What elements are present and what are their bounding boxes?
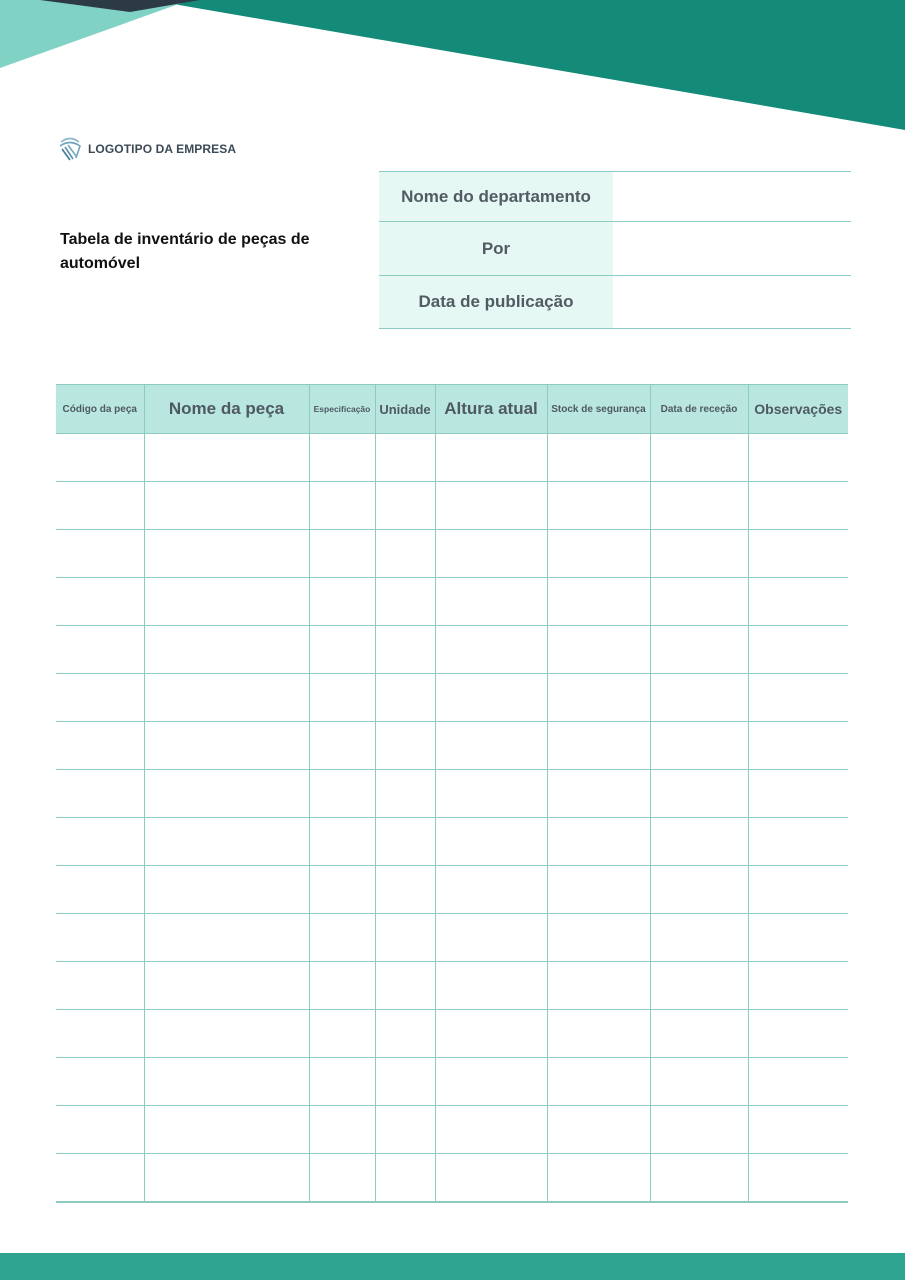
table-cell[interactable] — [650, 914, 748, 962]
table-cell[interactable] — [56, 866, 144, 914]
table-cell[interactable] — [309, 674, 375, 722]
table-cell[interactable] — [650, 626, 748, 674]
table-cell[interactable] — [56, 722, 144, 770]
table-cell[interactable] — [748, 530, 848, 578]
table-cell[interactable] — [650, 722, 748, 770]
table-cell[interactable] — [144, 962, 309, 1010]
table-row — [56, 578, 848, 626]
table-cell[interactable] — [56, 962, 144, 1010]
inventory-table — [56, 384, 848, 1203]
table-cell[interactable] — [144, 770, 309, 818]
table-cell[interactable] — [748, 626, 848, 674]
table-cell[interactable] — [547, 1058, 650, 1106]
table-cell[interactable] — [748, 962, 848, 1010]
table-cell[interactable] — [547, 914, 650, 962]
table-row — [56, 1058, 848, 1106]
table-cell[interactable] — [748, 578, 848, 626]
table-cell[interactable] — [650, 962, 748, 1010]
table-row — [56, 626, 848, 674]
table-cell[interactable] — [375, 722, 435, 770]
table-row — [56, 1154, 848, 1203]
table-cell[interactable] — [748, 818, 848, 866]
table-cell[interactable] — [650, 1106, 748, 1154]
table-cell[interactable] — [650, 818, 748, 866]
table-cell[interactable] — [56, 482, 144, 530]
table-cell[interactable] — [547, 530, 650, 578]
table-cell[interactable] — [435, 674, 547, 722]
table-cell[interactable] — [547, 722, 650, 770]
table-cell[interactable] — [375, 482, 435, 530]
col-header-part-code: Código da peça — [56, 385, 144, 434]
table-cell[interactable] — [144, 1106, 309, 1154]
table-cell[interactable] — [309, 1106, 375, 1154]
table-cell[interactable] — [435, 434, 547, 482]
table-row — [56, 770, 848, 818]
table-cell[interactable] — [547, 626, 650, 674]
table-row — [56, 722, 848, 770]
table-cell[interactable] — [435, 770, 547, 818]
table-cell[interactable] — [56, 818, 144, 866]
table-row — [56, 434, 848, 482]
table-cell[interactable] — [144, 626, 309, 674]
table-cell[interactable] — [650, 482, 748, 530]
table-cell[interactable] — [435, 818, 547, 866]
table-cell[interactable] — [309, 1058, 375, 1106]
document-info-table — [379, 171, 851, 329]
info-row-publication-date — [379, 276, 851, 329]
table-cell[interactable] — [650, 578, 748, 626]
table-cell[interactable] — [547, 1154, 650, 1203]
table-cell[interactable] — [547, 962, 650, 1010]
table-cell[interactable] — [650, 674, 748, 722]
table-cell[interactable] — [375, 434, 435, 482]
table-cell[interactable] — [650, 1058, 748, 1106]
table-cell[interactable] — [56, 578, 144, 626]
table-cell[interactable] — [375, 530, 435, 578]
table-cell[interactable] — [748, 914, 848, 962]
table-cell[interactable] — [435, 1010, 547, 1058]
table-cell[interactable] — [435, 626, 547, 674]
department-label: Nome do departamento — [379, 172, 613, 222]
table-cell[interactable] — [375, 1010, 435, 1058]
table-cell[interactable] — [748, 674, 848, 722]
table-cell[interactable] — [547, 578, 650, 626]
table-cell[interactable] — [144, 866, 309, 914]
col-header-part-name: Nome da peça — [144, 385, 309, 434]
table-cell[interactable] — [56, 626, 144, 674]
table-cell[interactable] — [650, 434, 748, 482]
table-cell[interactable] — [375, 578, 435, 626]
table-cell[interactable] — [748, 1058, 848, 1106]
table-cell[interactable] — [56, 434, 144, 482]
table-cell[interactable] — [435, 1058, 547, 1106]
table-cell[interactable] — [650, 1154, 748, 1203]
table-cell[interactable] — [748, 482, 848, 530]
table-cell[interactable] — [56, 674, 144, 722]
table-cell[interactable] — [435, 482, 547, 530]
header-decoration — [0, 0, 905, 140]
table-cell[interactable] — [144, 818, 309, 866]
table-cell[interactable] — [375, 1106, 435, 1154]
table-cell[interactable] — [309, 482, 375, 530]
info-row-by — [379, 222, 851, 276]
table-cell[interactable] — [144, 578, 309, 626]
table-cell[interactable] — [547, 818, 650, 866]
logo-icon — [58, 136, 82, 162]
table-cell[interactable] — [309, 530, 375, 578]
table-cell[interactable] — [144, 1010, 309, 1058]
table-cell[interactable] — [547, 866, 650, 914]
table-cell[interactable] — [650, 866, 748, 914]
table-cell[interactable] — [435, 578, 547, 626]
publication-date-label: Data de publicação — [379, 276, 613, 329]
table-cell[interactable] — [748, 434, 848, 482]
footer-bar — [0, 1253, 905, 1280]
publication-date-field[interactable] — [613, 276, 851, 329]
table-cell[interactable] — [375, 914, 435, 962]
table-cell[interactable] — [748, 1010, 848, 1058]
table-cell[interactable] — [144, 434, 309, 482]
table-row — [56, 482, 848, 530]
table-cell[interactable] — [56, 530, 144, 578]
col-header-specification: Especificação — [309, 385, 375, 434]
department-field[interactable] — [613, 172, 851, 222]
table-cell[interactable] — [547, 482, 650, 530]
table-cell[interactable] — [375, 962, 435, 1010]
table-cell[interactable] — [748, 1154, 848, 1203]
table-row — [56, 530, 848, 578]
table-cell[interactable] — [650, 1010, 748, 1058]
table-row — [56, 866, 848, 914]
table-cell[interactable] — [547, 1106, 650, 1154]
table-cell[interactable] — [375, 626, 435, 674]
table-cell[interactable] — [309, 578, 375, 626]
table-cell[interactable] — [309, 1154, 375, 1203]
table-cell[interactable] — [144, 482, 309, 530]
table-cell[interactable] — [375, 674, 435, 722]
table-cell[interactable] — [435, 1106, 547, 1154]
table-cell[interactable] — [309, 770, 375, 818]
table-cell[interactable] — [748, 722, 848, 770]
table-row — [56, 1010, 848, 1058]
col-header-unit: Unidade — [375, 385, 435, 434]
table-cell[interactable] — [309, 962, 375, 1010]
table-cell[interactable] — [56, 914, 144, 962]
table-cell[interactable] — [309, 722, 375, 770]
col-header-notes: Observações — [748, 385, 848, 434]
table-cell[interactable] — [144, 1154, 309, 1203]
table-cell[interactable] — [309, 434, 375, 482]
table-cell[interactable] — [547, 674, 650, 722]
table-cell[interactable] — [547, 434, 650, 482]
table-cell[interactable] — [309, 818, 375, 866]
table-cell[interactable] — [435, 1154, 547, 1203]
table-cell[interactable] — [144, 530, 309, 578]
table-cell[interactable] — [748, 770, 848, 818]
table-cell[interactable] — [309, 914, 375, 962]
table-cell[interactable] — [748, 866, 848, 914]
company-logo — [58, 136, 236, 162]
table-cell[interactable] — [435, 530, 547, 578]
inventory-body — [56, 434, 848, 1203]
col-header-safety-stock: Stock de segurança — [547, 385, 650, 434]
table-row — [56, 818, 848, 866]
table-row — [56, 914, 848, 962]
inventory-header-row — [56, 385, 848, 434]
table-cell[interactable] — [56, 1010, 144, 1058]
table-cell[interactable] — [144, 1058, 309, 1106]
by-label: Por — [379, 222, 613, 276]
table-cell[interactable] — [375, 866, 435, 914]
table-cell[interactable] — [144, 914, 309, 962]
table-cell[interactable] — [309, 626, 375, 674]
table-cell[interactable] — [309, 866, 375, 914]
table-cell[interactable] — [435, 962, 547, 1010]
table-cell[interactable] — [435, 722, 547, 770]
col-header-current-height: Altura atual — [435, 385, 547, 434]
document-title: Tabela de inventário de peças de automóvel — [60, 231, 310, 272]
table-cell[interactable] — [56, 770, 144, 818]
table-cell[interactable] — [375, 1154, 435, 1203]
table-row — [56, 1106, 848, 1154]
table-cell[interactable] — [144, 674, 309, 722]
table-cell[interactable] — [435, 866, 547, 914]
by-field[interactable] — [613, 222, 851, 276]
table-cell[interactable] — [144, 722, 309, 770]
table-cell[interactable] — [309, 1010, 375, 1058]
table-cell[interactable] — [56, 1154, 144, 1203]
table-cell[interactable] — [435, 914, 547, 962]
col-header-receipt-date: Data de receção — [650, 385, 748, 434]
table-cell[interactable] — [56, 1106, 144, 1154]
table-row — [56, 962, 848, 1010]
table-cell[interactable] — [547, 1010, 650, 1058]
table-cell[interactable] — [375, 770, 435, 818]
table-cell[interactable] — [56, 1058, 144, 1106]
table-cell[interactable] — [547, 770, 650, 818]
info-row-department — [379, 172, 851, 222]
table-cell[interactable] — [375, 818, 435, 866]
table-cell[interactable] — [650, 770, 748, 818]
table-cell[interactable] — [650, 530, 748, 578]
table-cell[interactable] — [748, 1106, 848, 1154]
logo-text: LOGOTIPO DA EMPRESA — [88, 142, 237, 156]
table-cell[interactable] — [375, 1058, 435, 1106]
table-row — [56, 674, 848, 722]
